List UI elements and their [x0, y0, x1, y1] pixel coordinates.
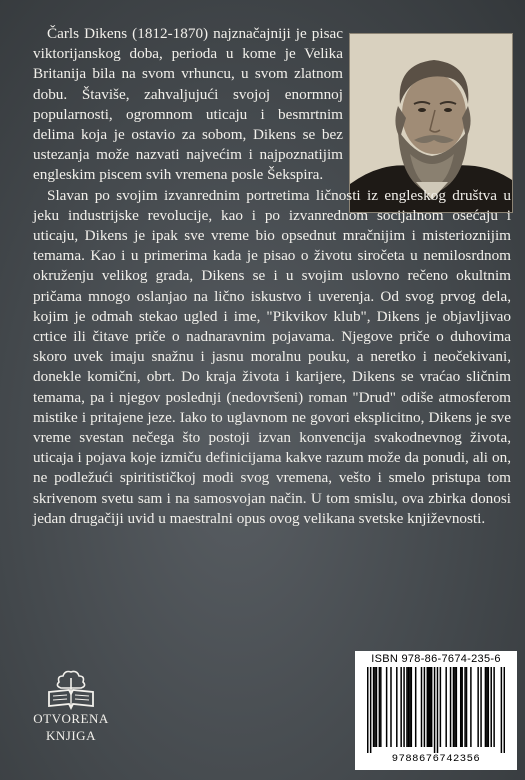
barcode-bar — [493, 667, 495, 747]
barcode-bar — [373, 667, 375, 747]
barcode-bar — [370, 667, 372, 753]
barcode-bars — [367, 667, 505, 753]
barcode-bar — [411, 667, 413, 747]
barcode-bar — [464, 667, 466, 747]
barcode-bar — [466, 667, 468, 747]
barcode-bar — [409, 667, 411, 747]
barcode-bar — [408, 667, 410, 747]
description-text — [33, 24, 511, 529]
barcode-bar — [429, 667, 431, 747]
barcode-bar — [453, 667, 455, 747]
barcode-bar — [376, 667, 378, 747]
barcode-bar — [440, 667, 442, 747]
barcode-bar — [470, 667, 472, 747]
author-intro-paragraph: Čarls Dikens (1812-1870) najznačajniji je pisac viktorijanskog doba, perioda u kome je Velika Britanija bila na svom vrhuncu, u svom zlatnom dobu. Štaviše, zahvaljujući svojoj enormnoj popularnosti, ogromnom uticaju i besmrtnim delima koja je ostavio za sobom, Dikens se bez ustezanja može nazvati najvećim i najpoznatijim engleskim piscem svih vremena posle Šekspira. — [33, 25, 343, 184]
barcode-bar — [504, 667, 505, 753]
barcode-bar — [379, 667, 381, 747]
barcode-bar — [450, 667, 452, 747]
isbn-barcode — [355, 651, 517, 770]
barcode-number: 9788676742356 — [391, 753, 481, 765]
publisher-name-line1: OTVORENA — [33, 711, 109, 726]
barcode-bar — [374, 667, 376, 747]
barcode-bar — [428, 667, 430, 747]
barcode-bar — [445, 667, 447, 747]
isbn-label: ISBN 978-86-7674-235-6 — [371, 653, 501, 665]
barcode-bar — [400, 667, 402, 747]
barcode-bar — [488, 667, 490, 747]
barcode-bar — [501, 667, 503, 753]
barcode-bar — [477, 667, 479, 747]
publisher-name-line2: KNJIGA — [46, 728, 96, 743]
barcode-bar — [485, 667, 487, 747]
barcode-bar — [396, 667, 398, 747]
barcode-bar — [367, 667, 369, 753]
barcode-bar — [390, 667, 392, 747]
publisher-logo — [30, 668, 112, 744]
book-description-paragraph: Slavan po svojim izvanrednim portretima ličnosti iz engleskog društva u jeku industrijske revolucije, kao i po izvanrednom socijalnom osećaju i uticaju, Dikens je ipak sve vreme bio opsednut mračnijim i misterioznijim temama. Kao i u primerima kada je pisao o životu siročeta u nemilosrdnom okruženju velikog grada, Dikens se i u svojim uslovno rečeno okultnim pričama mnogo oslanjao na lično iskustvo i uverenja. Od svog prvog dela, kojim je odmah stekao ugled i ime, "Pikvikov klub", Dikens je objavljivao crtice ili čitave priče o nadnaravnim pojavama. Njegove priče o duhovima skoro uvek imaju snažnu i jasnu moralnu pouku, a neretko i neočekivani, donekle komični, obrt. Do kraja života i karijere, Dikens se vraćao sličnim temama, pa i njegov poslednji (nedovršeni) roman "Drud" odiše atmosferom mistike i pritajene jeze. Iako to uglavnom ne govori eksplicitno, Dikens je sve vreme svestan nečega što postoji izvan konvencija svakodnevnog života, uticaja i pojava koje izmiču definicijama kakve razum može da ponudi, ali on, ne podležući spiritističkoj modi svog vremena, vešto i smelo pristupa tom skrivenom svetu sam i na samosvojan način. U tom smislu, ova zbirka donosi jedan drugačiji uvid u maestralni opus ovog velikana svetske književnosti. — [33, 186, 511, 527]
barcode-bar — [424, 667, 426, 747]
open-book-tree-icon — [43, 668, 99, 710]
barcode-bar — [427, 667, 429, 747]
barcode-bar — [460, 667, 462, 747]
barcode-bar — [437, 667, 439, 753]
barcode-bar — [386, 667, 388, 747]
barcode-bar — [406, 667, 408, 747]
barcode-bar — [461, 667, 463, 747]
barcode-bar — [486, 667, 488, 747]
barcode-bar — [480, 667, 482, 747]
barcode-bar — [380, 667, 382, 747]
barcode-bar — [454, 667, 456, 747]
barcode-bar — [421, 667, 423, 747]
barcode-bar — [431, 667, 433, 747]
barcode-bar — [456, 667, 458, 747]
barcode-bar — [415, 667, 417, 747]
barcode-bar — [434, 667, 436, 753]
barcode-bar — [490, 667, 492, 747]
barcode-bar — [403, 667, 405, 747]
